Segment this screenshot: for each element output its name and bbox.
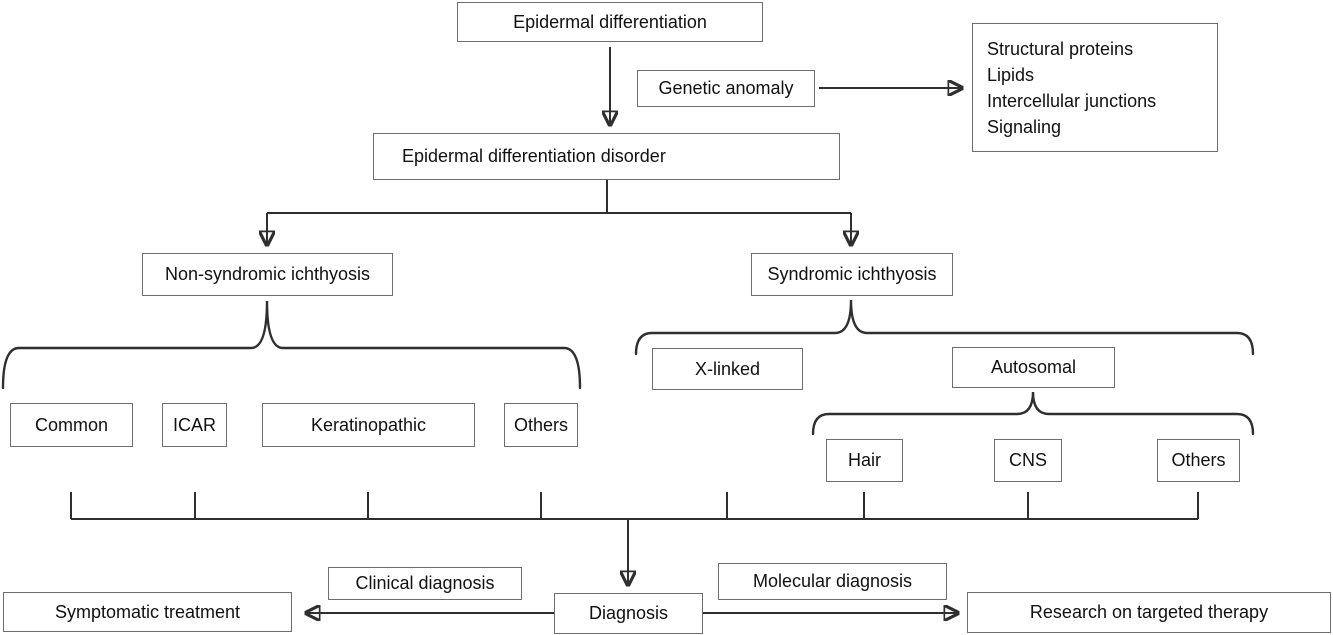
label-molecular-diagnosis: Molecular diagnosis [718, 563, 947, 600]
node-epidermal-differentiation-disorder: Epidermal differentiation disorder [373, 133, 840, 180]
node-non-syndromic-ichthyosis: Non-syndromic ichthyosis [142, 253, 393, 296]
brace-autosomal [813, 392, 1253, 434]
label-clinical-diagnosis: Clinical diagnosis [328, 567, 522, 600]
mechanism-signaling: Signaling [987, 116, 1062, 137]
node-research-targeted-therapy: Research on targeted therapy [967, 592, 1331, 633]
node-syndromic-ichthyosis: Syndromic ichthyosis [751, 253, 953, 296]
node-symptomatic-treatment: Symptomatic treatment [3, 592, 292, 632]
node-epidermal-differentiation: Epidermal differentiation [457, 2, 763, 42]
node-mechanisms-list [972, 23, 1218, 152]
node-common: Common [10, 403, 133, 447]
node-others-autosomal: Others [1157, 439, 1240, 482]
node-x-linked: X-linked [652, 348, 803, 390]
node-keratinopathic: Keratinopathic [262, 403, 475, 447]
node-diagnosis: Diagnosis [554, 593, 703, 634]
node-autosomal: Autosomal [952, 347, 1115, 388]
node-icar: ICAR [162, 403, 227, 447]
node-hair: Hair [826, 439, 903, 482]
mechanism-lipids: Lipids [987, 64, 1035, 85]
node-genetic-anomaly: Genetic anomaly [637, 70, 815, 107]
mechanism-structural-proteins: Structural proteins [987, 38, 1134, 59]
node-cns: CNS [994, 439, 1062, 482]
brace-non-syndromic [3, 301, 580, 388]
node-others-non-syndromic: Others [504, 403, 578, 447]
mechanism-intercellular-junctions: Intercellular junctions [987, 90, 1157, 111]
brace-syndromic [636, 300, 1253, 354]
